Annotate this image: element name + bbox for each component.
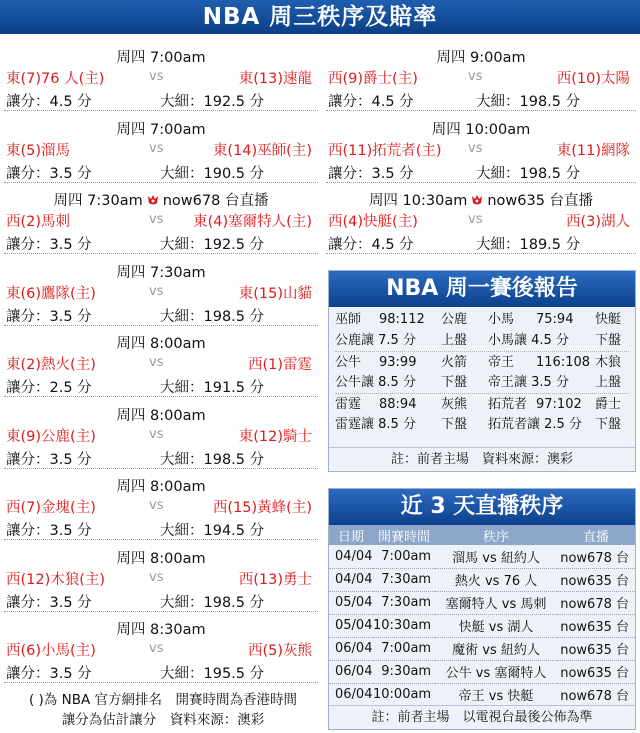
schedule-cell: 7:00am: [373, 637, 435, 660]
over-under: [160, 90, 264, 111]
matchup: [326, 67, 636, 89]
away-team: 西(6)小馬(主): [6, 643, 96, 659]
away-team: 西(12)木狼(主): [6, 571, 106, 588]
game-entry: [4, 612, 318, 684]
result-team-b: 灰熊: [441, 397, 468, 412]
total-label: 大細：: [160, 94, 204, 110]
game-time: [4, 404, 318, 425]
schedule-cell: now678 台: [557, 545, 635, 568]
schedule-cell: 10:30am: [373, 614, 435, 637]
left-game-list: [4, 40, 318, 684]
over-under: [160, 233, 264, 254]
handicap: [6, 162, 92, 183]
handicap: [6, 305, 92, 326]
total-label: 大細：: [160, 237, 204, 253]
result-row: [335, 414, 629, 435]
handicap: [6, 448, 92, 469]
total-value: 198.5 分: [203, 451, 265, 468]
game-time-text: 周四 10:30am: [368, 193, 468, 209]
game-entry: [4, 469, 318, 541]
schedule-header-row: [329, 525, 635, 545]
vs-label: vs: [149, 140, 164, 156]
schedule-row: [329, 683, 635, 706]
home-team: 西(13)勇士: [238, 571, 312, 588]
result-score: 98:112: [379, 312, 425, 327]
result-score: 116:108: [536, 355, 591, 370]
handicap-value: 3.5 分: [49, 308, 92, 325]
home-team: 東(4)塞爾特人(主): [193, 214, 312, 230]
odds-row: [4, 376, 318, 396]
handicap-label: 讓分：: [6, 594, 50, 611]
total-value: 198.5 分: [519, 94, 581, 110]
odds-row: [326, 233, 636, 253]
odds-row: [326, 162, 636, 182]
handicap-label: 讓分：: [6, 237, 50, 253]
game-time-text: 周四 8:00am: [116, 550, 206, 567]
game-time: [4, 475, 318, 496]
handicap-label: 讓分：: [6, 380, 50, 396]
results-panel: [328, 270, 636, 472]
result-team-b: 火箭: [441, 355, 468, 370]
handicap-label: 讓分：: [6, 94, 50, 110]
total-label: 大細：: [476, 94, 520, 110]
total-value: 194.5 分: [203, 523, 265, 539]
schedule-panel: [328, 488, 636, 730]
handicap-value: 3.5 分: [49, 523, 92, 539]
total-value: 198.5 分: [519, 165, 581, 182]
schedule-cell: now635 台: [557, 614, 635, 637]
schedule-cell: 熱火 vs 76 人: [435, 568, 557, 591]
game-entry: [4, 326, 318, 398]
over-under: [160, 662, 264, 683]
result-team-b: 上盤: [595, 375, 622, 390]
schedule-note: 註：前者主場 以電視台最後公佈為準: [329, 705, 635, 729]
schedule-cell: 公牛 vs 塞爾特人: [435, 660, 557, 683]
schedule-cell: 05/04: [329, 614, 373, 637]
matchup: [4, 425, 318, 447]
result-score: 93:99: [379, 355, 417, 370]
result-row: [335, 309, 629, 330]
total-label: 大細：: [160, 666, 204, 682]
handicap-value: 3.5 分: [49, 237, 92, 253]
schedule-cell: 10:00am: [373, 683, 435, 706]
handicap: [6, 591, 92, 612]
handicap: [6, 662, 92, 683]
over-under: [160, 519, 264, 540]
result-team-a: 雷霆: [335, 397, 362, 412]
tv-channel: now678 台直播: [162, 193, 269, 209]
game-time: [4, 332, 318, 353]
handicap-label: 讓分：: [6, 523, 50, 539]
game-time: [4, 618, 318, 639]
handicap-value: 4.5 分: [49, 94, 92, 110]
vs-label: vs: [149, 569, 164, 585]
away-team: 東(6)鷹隊(主): [6, 285, 96, 302]
schedule-cell: now635 台: [557, 568, 635, 591]
vs-label: vs: [149, 355, 164, 370]
odds-row: [4, 90, 318, 110]
total-label: 大細：: [160, 523, 204, 539]
handicap-label: 讓分：: [6, 666, 50, 682]
result-team-b: 快艇: [595, 312, 622, 327]
matchup: [4, 282, 318, 304]
over-under: [160, 162, 264, 183]
footnote-line-1: ( )為 NBA 官方網排名 開賽時間為香港時間: [28, 692, 297, 708]
matchup: [4, 210, 318, 232]
away-team: 東(7)76 人(主): [6, 71, 105, 87]
odds-row: [4, 162, 318, 182]
odds-row: [4, 233, 318, 253]
handicap: [6, 90, 92, 111]
game-time-text: 周四 9:00am: [436, 50, 526, 66]
away-team: 東(9)公鹿(主): [6, 428, 96, 445]
away-team: 西(7)金塊(主): [6, 500, 96, 516]
home-team: 東(13)速龍: [238, 71, 312, 87]
page-title: NBA 周三秩序及賠率: [0, 0, 640, 34]
total-label: 大細：: [160, 451, 204, 468]
schedule-cell: 溜馬 vs 紐約人: [435, 545, 557, 568]
schedule-row: [329, 568, 635, 591]
result-team-a: 公牛讓 8.5 分: [335, 375, 416, 390]
handicap-value: 3.5 分: [49, 594, 92, 611]
game-time-text: 周四 8:00am: [116, 407, 206, 424]
over-under: [160, 591, 264, 612]
total-value: 191.5 分: [203, 380, 265, 396]
handicap: [328, 90, 414, 111]
game-time: [4, 118, 318, 139]
schedule-cell: 06/04: [329, 683, 373, 706]
schedule-cell: now678 台: [557, 591, 635, 614]
over-under: [160, 376, 264, 397]
game-entry: [4, 398, 318, 470]
matchup: [326, 210, 636, 232]
schedule-panel-title: 近 3 天直播秩序: [329, 489, 635, 525]
schedule-row: [329, 591, 635, 614]
result-team-a: 雷霆讓 8.5 分: [335, 417, 416, 432]
tv-station-icon: [470, 193, 484, 207]
handicap-value: 3.5 分: [49, 666, 92, 682]
total-value: 195.5 分: [203, 666, 265, 682]
game-time: [4, 46, 318, 67]
game-entry: [326, 40, 636, 112]
result-score: 88:94: [379, 397, 417, 412]
away-team: 西(11)拓荒者(主): [328, 142, 442, 159]
footnote-line-2: 讓分為估計讓分 資料來源：澳彩: [61, 712, 265, 728]
game-time: [326, 189, 636, 210]
game-time-text: 周四 7:00am: [116, 50, 206, 66]
result-row: [335, 393, 629, 414]
tv-station-icon: [146, 193, 160, 207]
schedule-header-cell: 直播: [557, 525, 635, 545]
game-entry: [4, 40, 318, 112]
total-label: 大細：: [160, 380, 204, 396]
schedule-cell: 06/04: [329, 660, 373, 683]
schedule-cell: 7:30am: [373, 591, 435, 614]
schedule-cell: 06/04: [329, 637, 373, 660]
vs-label: vs: [468, 140, 483, 156]
away-team: 西(2)馬刺: [6, 214, 71, 230]
result-team-b: 下盤: [595, 333, 622, 348]
vs-label: vs: [149, 498, 164, 513]
result-row: [335, 351, 629, 372]
schedule-header-cell: 秩序: [435, 525, 557, 545]
away-team: 東(2)熱火(主): [6, 357, 96, 373]
handicap-label: 讓分：: [6, 165, 50, 182]
game-time: [4, 547, 318, 568]
schedule-table: [329, 525, 635, 707]
matchup: [4, 67, 318, 89]
game-time-text: 周四 7:30am: [116, 264, 206, 281]
result-team-a: 小馬讓 4.5 分: [488, 333, 569, 348]
total-label: 大細：: [160, 594, 204, 611]
schedule-row: [329, 614, 635, 637]
vs-label: vs: [149, 426, 164, 442]
handicap-value: 3.5 分: [49, 165, 92, 182]
results-panel-title: NBA 周一賽後報告: [329, 271, 635, 307]
game-time-text: 周四 7:30am: [53, 193, 143, 209]
result-team-b: 下盤: [441, 417, 468, 432]
home-team: 東(14)巫師(主): [212, 142, 312, 159]
handicap-value: 3.5 分: [371, 165, 414, 182]
result-team-b: 上盤: [441, 333, 468, 348]
handicap-value: 2.5 分: [49, 380, 92, 396]
total-value: 198.5 分: [203, 308, 265, 325]
matchup: [4, 568, 318, 590]
result-team-a: 公鹿讓 7.5 分: [335, 333, 416, 348]
results-list: [329, 307, 635, 437]
over-under: [476, 162, 580, 183]
schedule-row: [329, 637, 635, 660]
game-time-text: 周四 8:00am: [116, 336, 206, 352]
matchup: [4, 139, 318, 161]
schedule-cell: 04/04: [329, 568, 373, 591]
vs-label: vs: [468, 69, 483, 84]
result-team-a: 帝王: [488, 355, 515, 370]
schedule-cell: 帝王 vs 快艇: [435, 683, 557, 706]
handicap-value: 4.5 分: [371, 94, 414, 110]
vs-label: vs: [149, 641, 164, 656]
schedule-cell: now635 台: [557, 660, 635, 683]
row-divider: [4, 682, 318, 683]
row-divider: [326, 253, 636, 254]
total-label: 大細：: [476, 165, 520, 182]
game-entry: [4, 541, 318, 613]
handicap-value: 4.5 分: [371, 237, 414, 253]
home-team: 西(1)雷霆: [247, 357, 312, 373]
schedule-cell: 9:30am: [373, 660, 435, 683]
odds-row: [4, 519, 318, 539]
odds-row: [4, 305, 318, 325]
game-entry: [326, 183, 636, 255]
schedule-cell: 7:00am: [373, 545, 435, 568]
result-team-b: 爵士: [595, 397, 622, 412]
total-label: 大細：: [160, 165, 204, 182]
handicap: [6, 233, 92, 254]
handicap-value: 3.5 分: [49, 451, 92, 468]
matchup: [4, 353, 318, 375]
result-team-a: 公牛: [335, 355, 362, 370]
game-time-text: 周四 7:00am: [116, 121, 206, 138]
over-under: [476, 233, 580, 254]
result-row: [335, 372, 629, 393]
home-team: 西(5)灰熊: [247, 643, 312, 659]
game-time-text: 周四 8:00am: [116, 479, 206, 495]
vs-label: vs: [468, 212, 483, 227]
result-team-a: 小馬: [488, 312, 515, 327]
right-game-list: [326, 40, 636, 255]
odds-row: [326, 90, 636, 110]
schedule-cell: now678 台: [557, 683, 635, 706]
result-team-b: 下盤: [595, 417, 622, 432]
vs-label: vs: [149, 69, 164, 84]
handicap: [6, 519, 92, 540]
odds-row: [4, 662, 318, 682]
game-entry: [4, 255, 318, 327]
vs-label: vs: [149, 212, 164, 227]
total-label: 大細：: [476, 237, 520, 253]
schedule-row: [329, 660, 635, 683]
game-time: [4, 261, 318, 282]
game-time: [326, 118, 636, 139]
total-label: 大細：: [160, 308, 204, 325]
home-team: 西(3)湖人: [565, 214, 630, 230]
away-team: 西(4)快艇(主): [328, 214, 418, 230]
total-value: 192.5 分: [203, 94, 265, 110]
game-entry: [4, 183, 318, 255]
total-value: 192.5 分: [203, 237, 265, 253]
schedule-cell: now635 台: [557, 637, 635, 660]
home-team: 西(10)太陽: [556, 71, 630, 87]
schedule-header-cell: 開賽時間: [373, 525, 435, 545]
result-team-a: 拓荒者: [488, 397, 528, 412]
game-time: [326, 46, 636, 67]
game-time: [4, 189, 318, 210]
schedule-cell: 04/04: [329, 545, 373, 568]
vs-label: vs: [149, 283, 164, 299]
home-team: 東(12)騎士: [238, 428, 312, 445]
result-team-a: 巫師: [335, 312, 362, 327]
game-time-text: 周四 8:30am: [116, 622, 206, 638]
away-team: 西(9)爵士(主): [328, 71, 418, 87]
schedule-cell: 05/04: [329, 591, 373, 614]
handicap: [6, 376, 92, 397]
result-score: 97:102: [536, 397, 582, 412]
result-team-a: 拓荒者讓 2.5 分: [488, 417, 582, 432]
schedule-cell: 魔術 vs 紐約人: [435, 637, 557, 660]
over-under: [160, 305, 264, 326]
schedule-header-cell: 日期: [329, 525, 373, 545]
over-under: [160, 448, 264, 469]
home-team: 東(11)網隊: [556, 142, 630, 159]
over-under: [476, 90, 580, 111]
odds-row: [4, 591, 318, 611]
schedule-cell: 7:30am: [373, 568, 435, 591]
result-team-a: 帝王讓 3.5 分: [488, 375, 569, 390]
game-entry: [326, 112, 636, 184]
handicap-label: 讓分：: [328, 94, 372, 110]
handicap-label: 讓分：: [328, 237, 372, 253]
handicap: [328, 162, 414, 183]
results-note: 註：前者主場 資料來源：澳彩: [329, 447, 635, 471]
handicap-label: 讓分：: [6, 308, 50, 325]
home-team: 東(15)山貓: [238, 285, 312, 302]
footnote: [0, 690, 326, 730]
result-row: [335, 330, 629, 351]
schedule-cell: 快艇 vs 湖人: [435, 614, 557, 637]
total-value: 189.5 分: [519, 237, 581, 253]
total-value: 190.5 分: [203, 165, 265, 182]
away-team: 東(5)溜馬: [6, 142, 71, 159]
total-value: 198.5 分: [203, 594, 265, 611]
handicap-label: 讓分：: [328, 165, 372, 182]
matchup: [4, 496, 318, 518]
result-team-b: 下盤: [441, 375, 468, 390]
home-team: 西(15)黃蜂(主): [212, 500, 312, 516]
schedule-row: [329, 545, 635, 568]
tv-channel: now635 台直播: [487, 193, 594, 209]
matchup: [326, 139, 636, 161]
odds-row: [4, 448, 318, 468]
handicap: [328, 233, 414, 254]
result-team-b: 公鹿: [441, 312, 468, 327]
result-score: 75:94: [536, 312, 574, 327]
result-team-b: 木狼: [595, 355, 622, 370]
matchup: [4, 639, 318, 661]
game-time-text: 周四 10:00am: [431, 121, 531, 138]
handicap-label: 讓分：: [6, 451, 50, 468]
game-entry: [4, 112, 318, 184]
schedule-cell: 塞爾特人 vs 馬刺: [435, 591, 557, 614]
